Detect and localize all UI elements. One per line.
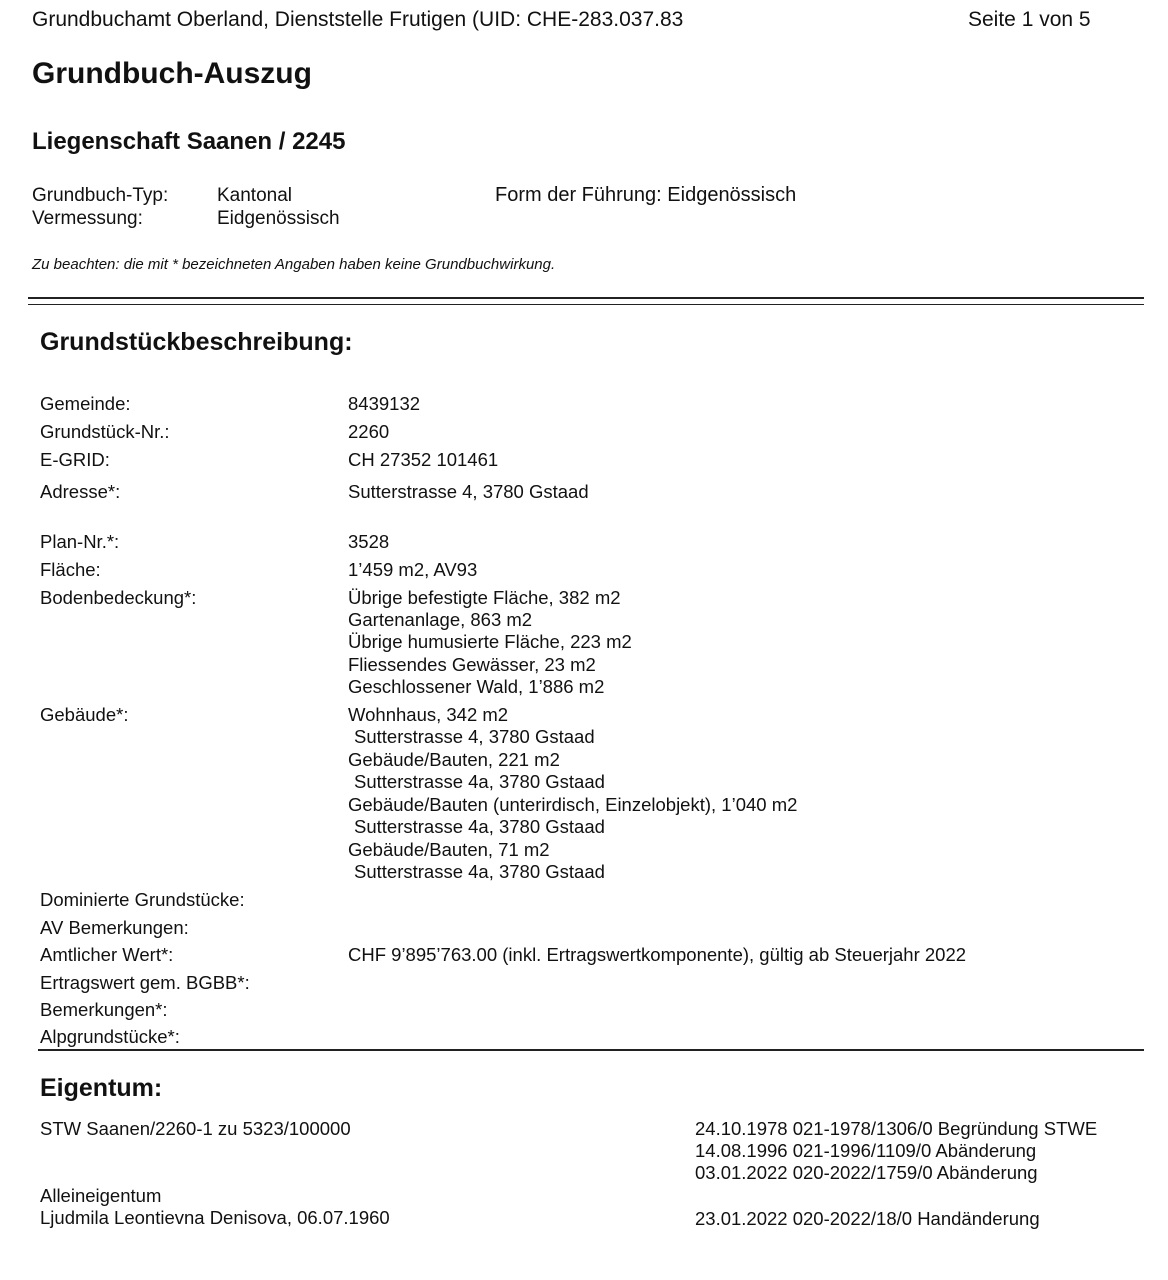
page-number: Seite 1 von 5 [968, 8, 1091, 31]
amtlicher-wert-value: CHF 9’895’763.00 (inkl. Ertragswertkomponente), gültig ab Steuerjahr 2022 [348, 944, 967, 965]
flaeche-value: 1’459 m2, AV93 [348, 559, 478, 580]
ertragswert-label: Ertragswert gem. BGBB*: [40, 972, 250, 993]
section-divider [38, 1049, 1144, 1051]
section-heading-beschreibung: Grundstückbeschreibung: [40, 328, 353, 356]
gemeinde-value: 8439132 [348, 393, 421, 414]
adresse-label: Adresse*: [40, 481, 121, 502]
office-header: Grundbuchamt Oberland, Dienststelle Frutigen (UID: CHE-283.037.83 [32, 8, 684, 31]
gebaeude-address: Sutterstrasse 4a, 3780 Gstaad [354, 816, 605, 837]
gebaeude-address: Sutterstrasse 4a, 3780 Gstaad [354, 861, 605, 882]
egrid-value: CH 27352 101461 [348, 449, 499, 470]
plan-nr-label: Plan-Nr.*: [40, 531, 120, 552]
register-entry: 24.10.1978 021-1978/1306/0 Begründung STWE [695, 1118, 1098, 1139]
bemerkungen-label: Bemerkungen*: [40, 999, 168, 1020]
property-title: Liegenschaft Saanen / 2245 [32, 128, 346, 155]
owner-name: Ljudmila Leontievna Denisova, 06.07.1960 [40, 1207, 390, 1228]
grundbuch-typ-value: Kantonal [217, 185, 293, 206]
bodenbedeckung-item: Übrige befestigte Fläche, 382 m2 [348, 587, 621, 608]
bodenbedeckung-label: Bodenbedeckung*: [40, 587, 197, 608]
vermessung-label: Vermessung: [32, 208, 143, 229]
egrid-label: E-GRID: [40, 449, 110, 470]
gebaeude-item: Wohnhaus, 342 m2 [348, 704, 509, 725]
flaeche-label: Fläche: [40, 559, 101, 580]
gebaeude-item: Gebäude/Bauten, 71 m2 [348, 839, 550, 860]
gebaeude-address: Sutterstrasse 4, 3780 Gstaad [354, 726, 595, 747]
form-der-fuehrung: Form der Führung: Eidgenössisch [495, 184, 797, 206]
owner-entry: 23.01.2022 020-2022/18/0 Handänderung [695, 1208, 1040, 1229]
grundstueck-nr-value: 2260 [348, 421, 390, 442]
bodenbedeckung-item: Gartenanlage, 863 m2 [348, 609, 533, 630]
grundbuch-typ-label: Grundbuch-Typ: [32, 185, 169, 206]
stw-share: STW Saanen/2260-1 zu 5323/100000 [40, 1118, 351, 1139]
legal-note: Zu beachten: die mit * bezeichneten Angaben haben keine Grundbuchwirkung. [32, 256, 556, 273]
vermessung-value: Eidgenössisch [217, 208, 340, 229]
gemeinde-label: Gemeinde: [40, 393, 131, 414]
document-title: Grundbuch-Auszug [32, 57, 312, 90]
double-divider [28, 297, 1144, 305]
section-heading-eigentum: Eigentum: [40, 1074, 163, 1102]
dominierte-grundstuecke-label: Dominierte Grundstücke: [40, 889, 245, 910]
adresse-value: Sutterstrasse 4, 3780 Gstaad [348, 481, 589, 502]
bodenbedeckung-item: Fliessendes Gewässer, 23 m2 [348, 654, 596, 675]
grundstueck-nr-label: Grundstück-Nr.: [40, 421, 170, 442]
amtlicher-wert-label: Amtlicher Wert*: [40, 944, 174, 965]
gebaeude-label: Gebäude*: [40, 704, 129, 725]
ownership-type: Alleineigentum [40, 1185, 162, 1206]
plan-nr-value: 3528 [348, 531, 390, 552]
bodenbedeckung-item: Geschlossener Wald, 1’886 m2 [348, 676, 605, 697]
alpgrundstuecke-label: Alpgrundstücke*: [40, 1026, 180, 1047]
gebaeude-address: Sutterstrasse 4a, 3780 Gstaad [354, 771, 605, 792]
gebaeude-item: Gebäude/Bauten, 221 m2 [348, 749, 560, 770]
av-bemerkungen-label: AV Bemerkungen: [40, 917, 189, 938]
register-entry: 03.01.2022 020-2022/1759/0 Abänderung [695, 1162, 1038, 1183]
register-entry: 14.08.1996 021-1996/1109/0 Abänderung [695, 1140, 1037, 1161]
bodenbedeckung-item: Übrige humusierte Fläche, 223 m2 [348, 631, 632, 652]
gebaeude-item: Gebäude/Bauten (unterirdisch, Einzelobjekt), 1’040 m2 [348, 794, 798, 815]
